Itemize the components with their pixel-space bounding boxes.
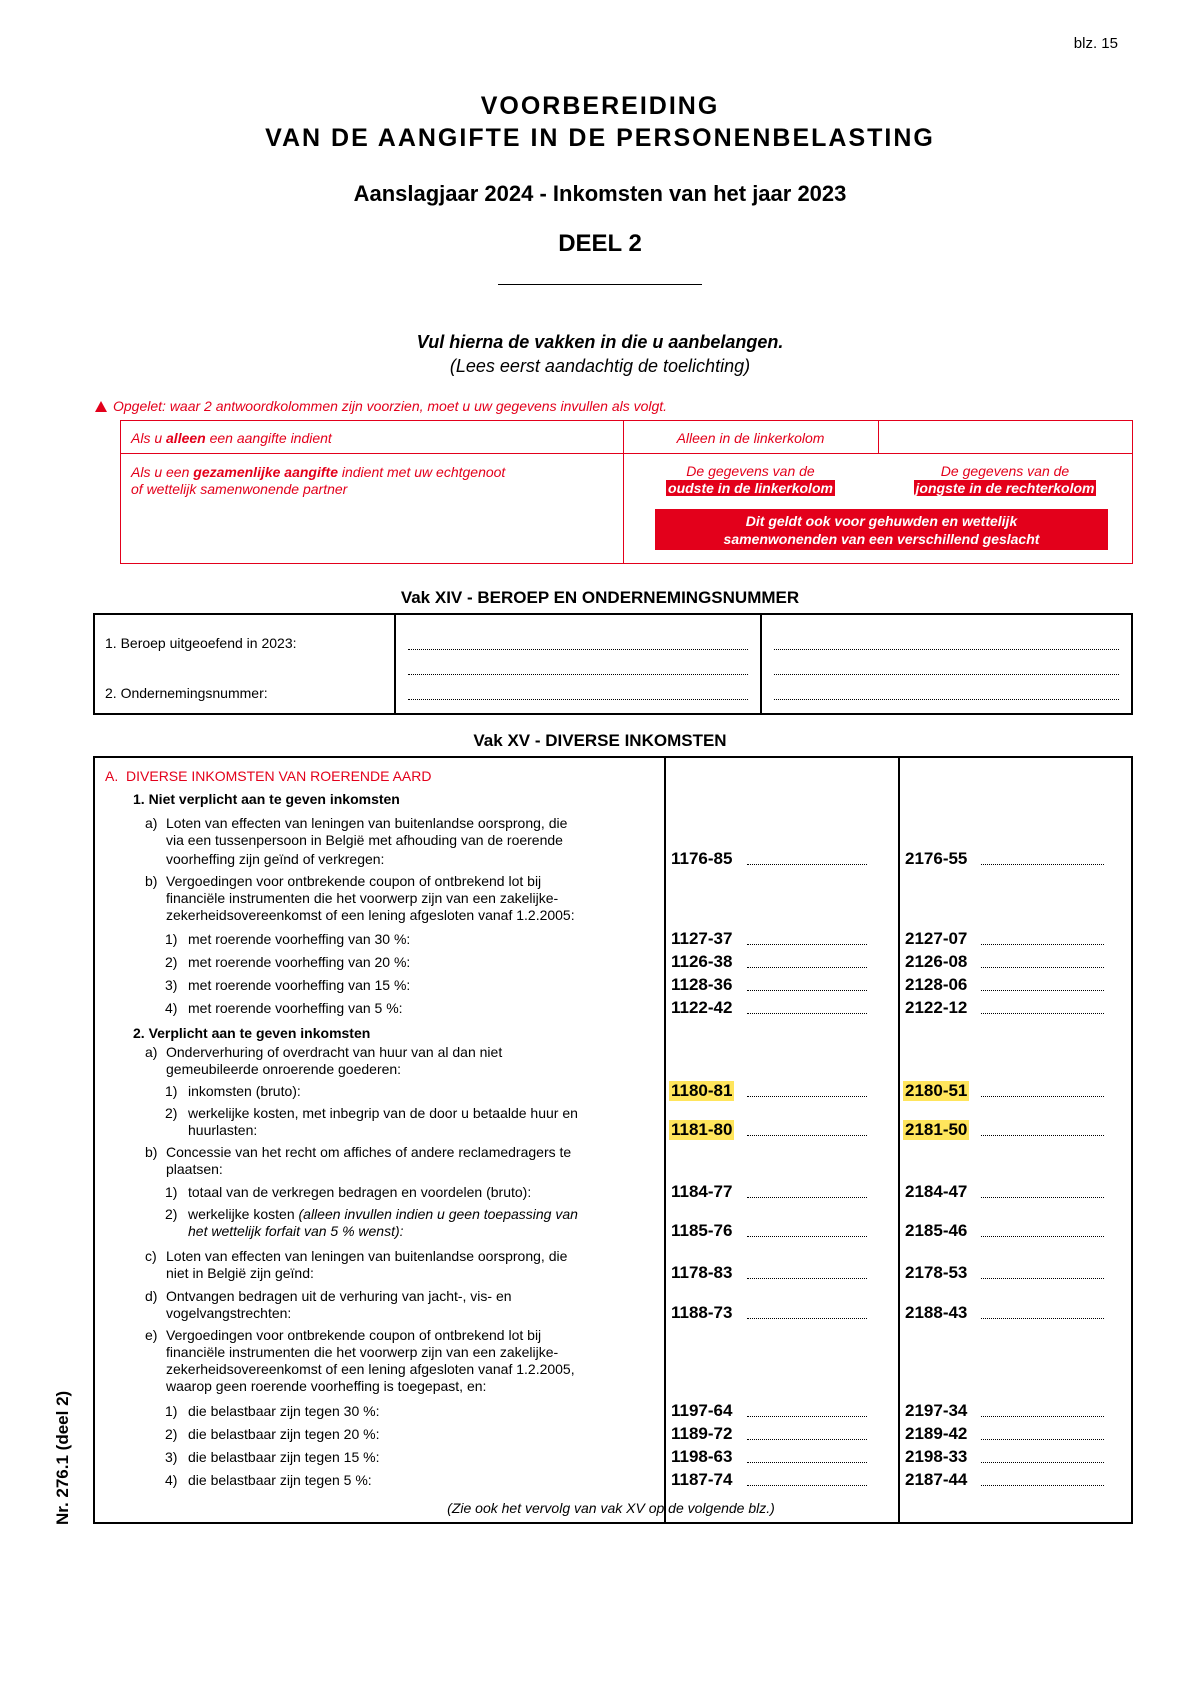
amount-field-1184-77[interactable] [747, 1197, 867, 1198]
item-marker: 4) [165, 1472, 178, 1488]
code-2127-07: 2127-07 [905, 929, 968, 948]
item-text: met roerende voorheffing van 30 %: [188, 931, 411, 947]
code-1128-36: 1128-36 [671, 975, 733, 994]
vak-14-box [93, 613, 1133, 715]
item-text: het wettelijk forfait van 5 % wenst): [188, 1223, 404, 1239]
item-marker: 3) [165, 977, 178, 993]
code-2188-43: 2188-43 [905, 1303, 968, 1322]
amount-field-1127-37[interactable] [747, 944, 867, 945]
amount-field-2176-55[interactable] [981, 864, 1104, 865]
code-2176-55: 2176-55 [905, 849, 968, 868]
instruction-table [120, 420, 1133, 564]
item-text: plaatsen: [166, 1161, 223, 1177]
item-text: zekerheidsovereenkomst of een lening afgesloten vanaf 1.2.2005, [166, 1361, 575, 1377]
code-2198-33: 2198-33 [905, 1447, 968, 1466]
warning-note [95, 398, 667, 414]
beroep-label: 1. Beroep uitgeoefend in 2023: [105, 635, 297, 651]
amount-field-1189-72[interactable] [747, 1439, 867, 1440]
vak-15-title: Vak XV - DIVERSE INKOMSTEN [473, 731, 727, 750]
item-text: Ontvangen bedragen uit de verhuring van jacht-, vis- en [166, 1288, 512, 1304]
amount-field-2187-44[interactable] [981, 1485, 1104, 1486]
item-text: voorheffing zijn geïnd of verkregen: [166, 851, 385, 867]
form-number: Nr. 276.1 (deel 2) [53, 1390, 72, 1525]
amount-field-2185-46[interactable] [981, 1236, 1104, 1237]
item-marker: e) [145, 1327, 158, 1343]
item-text: gemeubileerde onroerende goederen: [166, 1061, 402, 1077]
row-joint-label: Als u een gezamenlijke aangifte indient met uw echtgenoot of wettelijk samenwonende partner [131, 464, 506, 497]
amount-field-2127-07[interactable] [981, 944, 1104, 945]
item-marker: 1) [165, 931, 178, 947]
amount-field-2126-08[interactable] [981, 967, 1104, 968]
item-text: niet in België zijn geïnd: [166, 1265, 314, 1281]
amount-field-2122-12[interactable] [981, 1013, 1104, 1014]
code-1181-80: 1181-80 [671, 1120, 733, 1139]
beroep-right-field-2[interactable] [774, 674, 1119, 675]
amount-field-1178-83[interactable] [747, 1278, 867, 1279]
item-marker: 1) [165, 1403, 178, 1419]
item-text: met roerende voorheffing van 5 %: [188, 1000, 403, 1016]
sub1-heading: 1. Niet verplicht aan te geven inkomsten [133, 791, 400, 807]
amount-field-1185-76[interactable] [747, 1236, 867, 1237]
oldest-left-note: De gegevens van de oudste in de linkerkolom [668, 463, 833, 496]
warning-triangle-icon [95, 401, 107, 412]
same-sex-note: Dit geldt ook voor gehuwden en wettelijk samenwonenden van een verschillend geslacht [655, 509, 1108, 550]
item-marker: 3) [165, 1449, 178, 1465]
amount-field-1126-38[interactable] [747, 967, 867, 968]
item-text: werkelijke kosten (alleen invullen indien u geen toepassing van [188, 1206, 578, 1222]
item-text: Loten van effecten van leningen van buitenlandse oorsprong, die [166, 1248, 568, 1264]
amount-field-2184-47[interactable] [981, 1197, 1104, 1198]
item-text: die belastbaar zijn tegen 30 %: [188, 1403, 380, 1419]
code-1180-81: 1180-81 [671, 1081, 733, 1100]
code-1126-38: 1126-38 [671, 952, 733, 971]
amount-field-2189-42[interactable] [981, 1439, 1104, 1440]
code-1189-72: 1189-72 [671, 1424, 733, 1443]
code-2187-44: 2187-44 [905, 1470, 968, 1489]
amount-field-1176-85[interactable] [747, 864, 867, 865]
amount-field-1181-80[interactable] [747, 1135, 867, 1136]
beroep-right-field[interactable] [774, 649, 1119, 650]
item-text: waarop geen roerende voorheffing is toegepast, en: [166, 1378, 487, 1394]
code-2185-46: 2185-46 [905, 1221, 968, 1240]
code-1176-85: 1176-85 [671, 849, 733, 868]
intro-line-2: (Lees eerst aandachtig de toelichting) [449, 356, 751, 376]
code-2181-50: 2181-50 [905, 1120, 968, 1139]
item-marker: 2) [165, 1206, 178, 1222]
ondernemingsnummer-label: 2. Ondernemingsnummer: [105, 685, 268, 701]
ondernemingsnummer-right-field[interactable] [774, 699, 1119, 700]
section-a-heading: A. DIVERSE INKOMSTEN VAN ROERENDE AARD [105, 768, 432, 784]
item-marker: 1) [165, 1083, 178, 1099]
item-text: via een tussenpersoon in België met afhouding van de roerende [166, 832, 563, 848]
item-marker: a) [145, 1044, 158, 1060]
intro-line-1: Vul hierna de vakken in die u aanbelangen. [416, 332, 784, 352]
amount-field-1187-74[interactable] [747, 1485, 867, 1486]
item-text: Vergoedingen voor ontbrekende coupon of ontbrekend lot bij [166, 873, 542, 889]
youngest-right-note: De gegevens van de jongste in de rechterkolom [915, 463, 1095, 496]
code-2189-42: 2189-42 [905, 1424, 968, 1443]
item-marker: 1) [165, 1184, 178, 1200]
divider [394, 615, 396, 713]
page-number: blz. 15 [1073, 35, 1118, 52]
code-1127-37: 1127-37 [671, 929, 733, 948]
item-text: financiële instrumenten die het voorwerp zijn van een zakelijke- [166, 1344, 559, 1360]
item-text: die belastbaar zijn tegen 15 %: [188, 1449, 380, 1465]
item-text: totaal van de verkregen bedragen en voordelen (bruto): [188, 1184, 532, 1200]
amount-field-2197-34[interactable] [981, 1416, 1104, 1417]
item-marker: 4) [165, 1000, 178, 1016]
sub2-heading: 2. Verplicht aan te geven inkomsten [133, 1025, 371, 1041]
title-line-1: VOORBEREIDING [480, 92, 720, 120]
code-2184-47: 2184-47 [905, 1182, 968, 1201]
code-1188-73: 1188-73 [671, 1303, 733, 1322]
code-1187-74: 1187-74 [671, 1470, 733, 1489]
divider [121, 453, 1132, 454]
code-1122-42: 1122-42 [671, 998, 733, 1017]
item-text: Concessie van het recht om affiches of andere reclamedragers te [166, 1144, 572, 1160]
item-marker: b) [145, 873, 158, 889]
code-1185-76: 1185-76 [671, 1221, 733, 1240]
divider [760, 615, 762, 713]
amount-field-2178-53[interactable] [981, 1278, 1104, 1279]
amount-field-2198-33[interactable] [981, 1462, 1104, 1463]
item-text: vogelvangstrechten: [166, 1305, 292, 1321]
amount-field-2180-51[interactable] [981, 1096, 1104, 1097]
ondernemingsnummer-left-field[interactable] [408, 699, 748, 700]
item-marker: b) [145, 1144, 158, 1160]
amount-field-2181-50[interactable] [981, 1135, 1104, 1136]
code-2128-06: 2128-06 [905, 975, 968, 994]
code-1197-64: 1197-64 [671, 1401, 733, 1420]
item-text: financiële instrumenten die het voorwerp zijn van een zakelijke- [166, 890, 559, 906]
item-marker: 2) [165, 1105, 178, 1121]
code-2178-53: 2178-53 [905, 1263, 968, 1282]
divider [898, 758, 900, 1522]
item-text: huurlasten: [188, 1122, 258, 1138]
item-text: Onderverhuring of overdracht van huur van al dan niet [166, 1044, 503, 1060]
title-rule [498, 284, 702, 285]
amount-field-1198-63[interactable] [747, 1462, 867, 1463]
item-text: die belastbaar zijn tegen 5 %: [188, 1472, 372, 1488]
code-1198-63: 1198-63 [671, 1447, 733, 1466]
amount-field-1128-36[interactable] [747, 990, 867, 991]
vak-15-box [93, 756, 1133, 1524]
item-marker: 2) [165, 954, 178, 970]
item-marker: 2) [165, 1426, 178, 1442]
part-heading: DEEL 2 [558, 230, 642, 257]
vak-14-title: Vak XIV - BEROEP EN ONDERNEMINGSNUMMER [400, 588, 800, 607]
amount-field-2188-43[interactable] [981, 1318, 1104, 1319]
warning-text: Opgelet: waar 2 antwoordkolommen zijn voorzien, moet u uw gegevens invullen als volgt. [113, 398, 668, 414]
code-1184-77: 1184-77 [671, 1182, 733, 1201]
subtitle: Aanslagjaar 2024 - Inkomsten van het jaar 2023 [353, 181, 847, 206]
beroep-left-field-2[interactable] [408, 674, 748, 675]
item-text: Loten van effecten van leningen van buitenlandse oorsprong, die [166, 815, 568, 831]
divider [878, 421, 879, 453]
amount-field-1197-64[interactable] [747, 1416, 867, 1417]
amount-field-1188-73[interactable] [747, 1318, 867, 1319]
continuation-note: (Zie ook het vervolg van vak XV op de volgende blz.) [447, 1500, 775, 1516]
divider [664, 758, 666, 1522]
code-2197-34: 2197-34 [905, 1401, 968, 1420]
title-line-2: VAN DE AANGIFTE IN DE PERSONENBELASTING [265, 124, 935, 152]
item-text: Vergoedingen voor ontbrekende coupon of ontbrekend lot bij [166, 1327, 542, 1343]
item-text: zekerheidsovereenkomst of een lening afgesloten vanaf 1.2.2005: [166, 907, 575, 923]
item-text: die belastbaar zijn tegen 20 %: [188, 1426, 380, 1442]
amount-field-1122-42[interactable] [747, 1013, 867, 1014]
code-2126-08: 2126-08 [905, 952, 968, 971]
row-single-label: Als u alleen een aangifte indient [131, 430, 332, 446]
code-1178-83: 1178-83 [671, 1263, 733, 1282]
item-marker: d) [145, 1288, 158, 1304]
beroep-left-field[interactable] [408, 649, 748, 650]
item-text: werkelijke kosten, met inbegrip van de door u betaalde huur en [188, 1105, 578, 1121]
code-2122-12: 2122-12 [905, 998, 968, 1017]
code-2180-51: 2180-51 [905, 1081, 968, 1100]
item-text: met roerende voorheffing van 15 %: [188, 977, 411, 993]
amount-field-1180-81[interactable] [747, 1096, 867, 1097]
amount-field-2128-06[interactable] [981, 990, 1104, 991]
item-text: met roerende voorheffing van 20 %: [188, 954, 411, 970]
item-marker: c) [145, 1248, 157, 1264]
item-marker: a) [145, 815, 158, 831]
item-text: inkomsten (bruto): [188, 1083, 301, 1099]
row-single-value: Alleen in de linkerkolom [676, 430, 825, 446]
